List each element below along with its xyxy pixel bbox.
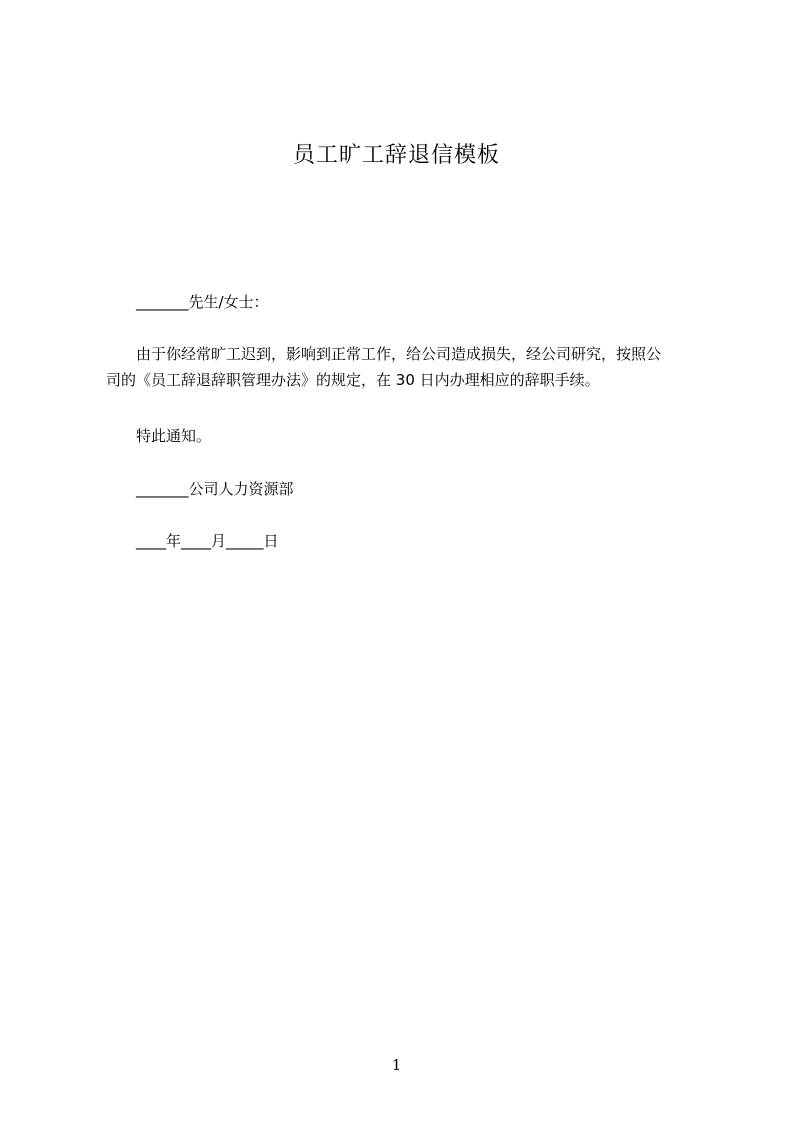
date-line: ____年____月_____日 <box>136 532 279 550</box>
salutation: _______先生/女士： <box>136 293 269 311</box>
notice-text: 特此通知。 <box>136 427 212 445</box>
page-number: 1 <box>391 1056 402 1074</box>
document-title: 员工旷工辞退信模板 <box>292 143 500 168</box>
body-line-1: 由于你经常旷工迟到，影响到正常工作，给公司造成损失，经公司研究，按照公 <box>136 345 662 363</box>
signature-line: _______公司人力资源部 <box>136 480 294 498</box>
body-line-2: 司的《员工辞退辞职管理办法》的规定，在 30 日内办理相应的辞职手续。 <box>106 371 600 389</box>
